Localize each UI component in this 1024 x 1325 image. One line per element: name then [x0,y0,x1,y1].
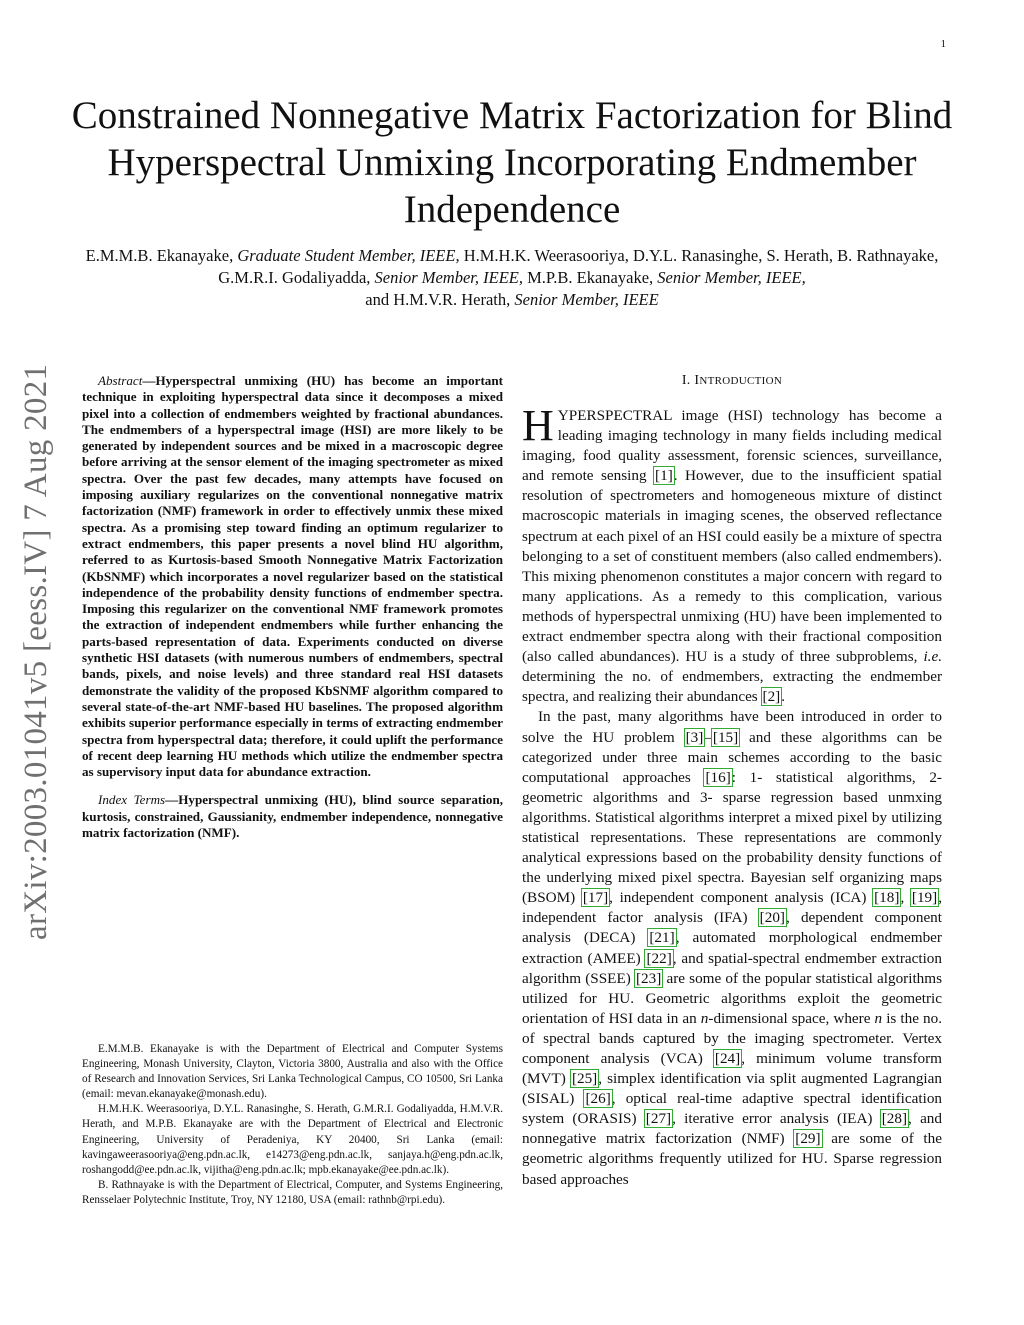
citation-link[interactable]: [21] [649,929,675,947]
text-run: In the past, many algorithms have been introduced in order to solve the HU problem [522,708,942,746]
citation-link[interactable]: [17] [582,889,609,907]
citation-link[interactable]: [26] [585,1090,611,1108]
index-terms-text: —Hyperspectral unmixing (HU), blind source separation, kurtosis, constrained, Gaussianity, endmember independence, nonnegative matrix factorization (NMF). [82,792,504,841]
citation-link[interactable]: [27] [645,1110,672,1128]
citation-link[interactable]: [20] [759,909,785,927]
text-run: , [900,889,911,907]
author-list [60,245,964,311]
text-run: , and nonnegative matrix factorization (NMF) [522,1110,942,1148]
index-terms-label: Index Terms [98,792,166,808]
affiliation-footnotes [82,1042,503,1208]
footnote-2: H.M.H.K. Weerasooriya, D.Y.L. Ranasinghe, S. Herath, G.M.R.I. Godaliyadda, H.M.V.R. Herath, and M.P.B. Ekanayake are with the Department of Electrical and Electronic Engineering, University of Peradeniya, KY 20400, Sri Lanka (email: kavingaweerasooriya@eng.pdn.ac.lk, e14273@eng.pdn.ac.lk, sanjaya.h@eng.pdn.ac.lk, roshangodd@ee.pdn.ac.lk, vijitha@eng.pdn.ac.lk; mpb.ekanayake@ee.pdn.ac.lk). [82,1103,503,1176]
intro-paragraph-2 [522,707,942,1189]
text-run: i.e. [923,648,942,666]
text-run: , dependent component analysis (DECA) [522,909,942,947]
section-heading-first: I [694,373,700,388]
text-run: are some of the geometric algorithms frequently utilized for HU. Sparse regression based approaches [522,1130,942,1188]
text-run: , simplex identification via split augmented Lagrangian (SISAL) [522,1070,942,1108]
drop-cap: H [522,401,554,450]
index-terms [82,792,503,841]
intro-paragraph-1 [522,401,942,707]
text-run: . [781,688,786,706]
text-run: is the no. of spectral bands captured by the imaging spectrometer. Vertex component analysis (VCA) [522,1009,943,1067]
citation-link[interactable]: [19] [911,889,938,907]
text-run: determining the no. of endmembers, extracting the endmember spectra, and realizing their abundances [522,668,942,706]
author-1-role: Graduate Student Member, IEEE, [237,246,460,265]
footnote-3: B. Rathnayake is with the Department of Electrical, Computer, and Systems Engineering, Rensselaer Polytechnic Institute, Troy, NY 12180, USA (email: rathnb@rpi.edu). [82,1178,503,1206]
citation-link[interactable]: [22] [646,949,672,967]
citation-link[interactable]: [16] [705,768,731,786]
citation-link[interactable]: [1] [655,467,673,485]
citation-link[interactable]: [3] [685,728,704,746]
text-run: , and spatial-spectral endmember extraction algorithm (SSEE) [522,949,942,987]
section-heading-rest: NTRODUCTION [699,375,783,387]
footnote-1: E.M.M.B. Ekanayake is with the Department of Electrical and Computer Systems Engineering, Monash University, Clayton, Victoria 3800, Australia and also with the Office of Research and Innovation Services, Sri Lanka Technological Campus, CO 10500, Sri Lanka (email: mevan.ekanayake@monash.edu). [82,1043,503,1101]
math-variable: n [874,1009,883,1027]
text-run: and these algorithms can be categorized under three main schemes according to the basic computational approaches [522,728,942,786]
text-run: , optical real-time adaptive spectral identification system (ORASIS) [522,1090,943,1128]
abstract [82,373,503,780]
paper-title: Constrained Nonnegative Matrix Factorization for Blind Hyperspectral Unmixing Incorporating Endmember Independence [71,94,953,231]
right-column [522,373,942,1190]
text-run: -dimensional space, where [708,1009,875,1027]
abstract-label: Abstract [98,373,143,388]
section-heading [522,373,942,389]
citation-link[interactable]: [2] [762,688,781,706]
citation-link[interactable]: [15] [712,728,739,746]
text-run: , minimum volume transform (MVT) [522,1050,942,1088]
author-4: and H.M.V.R. Herath, [365,290,511,309]
text-run: YPERSPECTRAL image (HSI) technology has become a leading imaging technology in many fields including medical imaging, food quality assessment, forensic sciences, surveillance, and remote sensing [522,407,942,485]
text-run: . However, due to the insufficient spatial resolution of spectrometers and homogeneous mixture of distinct macroscopic materials in imaging scenes, the observed reflectance spectrum at each pixel of an HSI could easily be a mixture of spectra belonging to a set of constituent members (also called endmembers). This mixing phenomenon constitutes a major concern with regard to many applications. As a remedy to this complication, various methods of hyperspectral unmixing (HU) have been implemented to extract endmember spectra along with their fractional composition (also called abundances). HU is a study of three subproblems, [522,467,942,666]
abstract-text: —Hyperspectral unmixing (HU) has become an important technique in exploiting hyperspectral data since it decomposes a mixed pixel into a collection of endmembers weighted by fractional abundances. The endmembers of a hyperspectral image (HSI) are more likely to be generated by independent sources and be mixed in a macroscopic degree before arriving at the sensor element of the imaging spectrometer as mixed spectra. Over the past few decades, many attempts have focused on imposing auxiliary regularizes on the conventional nonnegative matrix factorization (NMF) framework in order to effectively unmix these mixed spectra. As a promising step toward finding an optimum regularizer to extract endmembers, this paper presents a novel blind HU algorithm, referred to as Kurtosis-based Smooth Nonnegative Matrix Factorization (KbSNMF) which incorporates a novel regularizer based on the statistical independence of the probability density functions of endmember spectra. Imposing this regularizer on the conventional NMF framework promotes the extraction of independent endmembers while further enhancing the parts-based representation of data. Experiments conducted on diverse synthetic HSI datasets (with numerous numbers of endmembers, spectral bands, pixels, and noise levels) and three standard real HSI datasets demonstrate the validity of the proposed KbSNMF algorithm compared to several state-of-the-art NMF-based HU baselines. The proposed algorithm exhibits superior performance especially in terms of extracting endmember spectra from hyperspectral data; therefore, it could uplift the performance of recent deep learning HU methods which utilize the endmember spectra as supervisory input data for abundance extraction. [82,373,503,780]
arxiv-identifier[interactable]: arXiv:2003.01041v5 [eess.IV] 7 Aug 2021 [18,363,54,940]
author-2-role: Senior Member, IEEE, [374,268,523,287]
page-number: 1 [940,38,946,50]
author-3: M.P.B. Ekanayake, [527,268,654,287]
math-variable: n [700,1009,709,1027]
citation-link[interactable]: [25] [571,1070,598,1088]
text-run: are some of the popular statistical algorithms utilized for HU. Geometric algorithms exploit the geometric orientation of HSI data in an [522,969,942,1027]
text-run: , independent component analysis (ICA) [609,889,874,907]
citation-link[interactable]: [18] [874,889,900,907]
author-3-role: Senior Member, IEEE, [657,268,806,287]
text-run: , automated morphological endmember extraction (AMEE) [522,929,942,967]
text-run: , iterative error analysis (IEA) [672,1110,881,1128]
text-run: – [704,728,712,746]
citation-link[interactable]: [28] [881,1110,908,1128]
author-2: H.M.H.K. Weerasooriya, D.Y.L. Ranasinghe, S. Herath, B. Rathnayake, G.M.R.I. Godaliyadda, [218,246,939,287]
citation-link[interactable]: [29] [795,1130,821,1148]
text-run: , independent factor analysis (IFA) [522,889,942,927]
citation-link[interactable]: [24] [714,1050,741,1067]
left-column [82,373,503,841]
introduction-body [522,401,943,1190]
citation-link[interactable]: [23] [635,969,662,987]
author-1: E.M.M.B. Ekanayake, [85,246,234,265]
text-run: : 1- statistical algorithms, 2- geometric algorithms and 3- sparse regression based unmxing algorithms. Statistical algorithms interpret a mixed pixel by utilizing statistical representations. These representations are commonly analytical expressions based on the probability density functions of the underlying mixed pixel spectra. Bayesian self organizing maps (BSOM) [522,768,942,907]
author-4-role: Senior Member, IEEE [514,290,659,309]
section-numeral: I. [681,373,691,388]
